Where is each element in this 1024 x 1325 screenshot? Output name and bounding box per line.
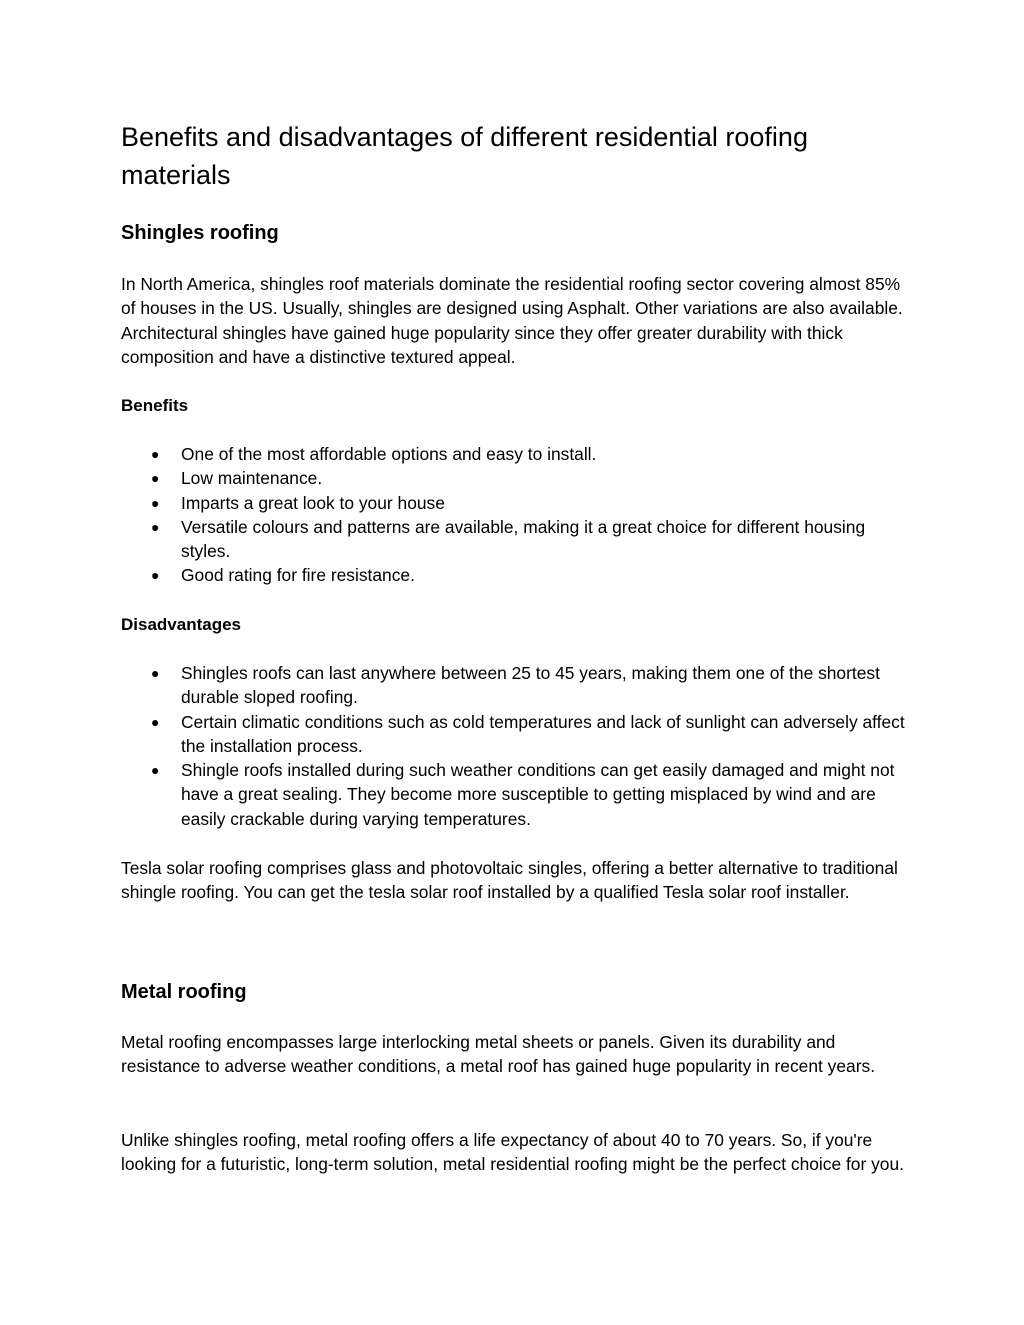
list-item-text: One of the most affordable options and easy to install. [181, 444, 597, 464]
bullet-icon: ● [151, 762, 160, 779]
list-item [121, 442, 911, 466]
tesla-solar-paragraph: Tesla solar roofing comprises glass and photovoltaic singles, offering a better alternative to traditional shingle roofing. You can get the tesla solar roof installed by a qualified Tesla solar roof installer. [121, 858, 898, 903]
shingles-intro-paragraph: In North America, shingles roof materials dominate the residential roofing sector covering almost 85% of houses in the US. Usually, shingles are designed using Asphalt. Other variations are also available. Architectural shingles have gained huge popularity since they offer greater durability with thick composition and have a distinctive textured appeal. [121, 274, 903, 367]
section-heading-metal: Metal roofing [121, 981, 247, 1003]
list-item-text: Certain climatic conditions such as cold temperatures and lack of sunlight can adversely affect the installation process. [181, 711, 905, 756]
list-item [121, 515, 911, 564]
list-item-text: Low maintenance. [181, 468, 323, 489]
list-item-text: Versatile colours and patterns are available, making it a great choice for different housing styles. [181, 516, 866, 562]
bullet-icon: ● [151, 518, 160, 535]
bullet-icon: ● [151, 713, 160, 730]
bullet-icon: ● [151, 470, 160, 487]
list-item [121, 710, 911, 759]
list-item-text: Imparts a great look to your house [181, 492, 445, 513]
page-title: Benefits and disadvantages of different residential roofing materials [121, 122, 808, 190]
metal-paragraph-2: Unlike shingles roofing, metal roofing offers a life expectancy of about 40 to 70 years. So, if you're looking for a futuristic, long-term solution, metal residential roofing might be the perfect choice for you. [121, 1130, 904, 1175]
bullet-icon: ● [151, 446, 160, 462]
bullet-icon: ● [151, 665, 160, 681]
benefits-list [121, 442, 911, 588]
list-item [121, 466, 911, 490]
disadvantages-heading: Disadvantages [121, 615, 241, 634]
list-item [121, 661, 911, 710]
bullet-icon: ● [151, 494, 160, 511]
bullet-icon: ● [151, 567, 160, 584]
list-item-text: Shingles roofs can last anywhere between 25 to 45 years, making them one of the shortest durable sloped roofing. [181, 663, 880, 708]
list-item-text: Shingle roofs installed during such weather conditions can get easily damaged and might not have a great sealing. They become more susceptible to getting misplaced by wind and are easily crackable during varying temperatures. [181, 760, 895, 829]
benefits-heading: Benefits [121, 396, 189, 415]
disadvantages-list [121, 661, 911, 831]
metal-paragraph-1: Metal roofing encompasses large interlocking metal sheets or panels. Given its durability and resistance to adverse weather conditions, a metal roof has gained huge popularity in recent years. [121, 1032, 876, 1077]
list-item-text: Good rating for fire resistance. [181, 565, 415, 586]
list-item [121, 758, 911, 831]
list-item [121, 491, 911, 515]
list-item [121, 563, 911, 587]
section-heading-shingles: Shingles roofing [121, 222, 279, 244]
